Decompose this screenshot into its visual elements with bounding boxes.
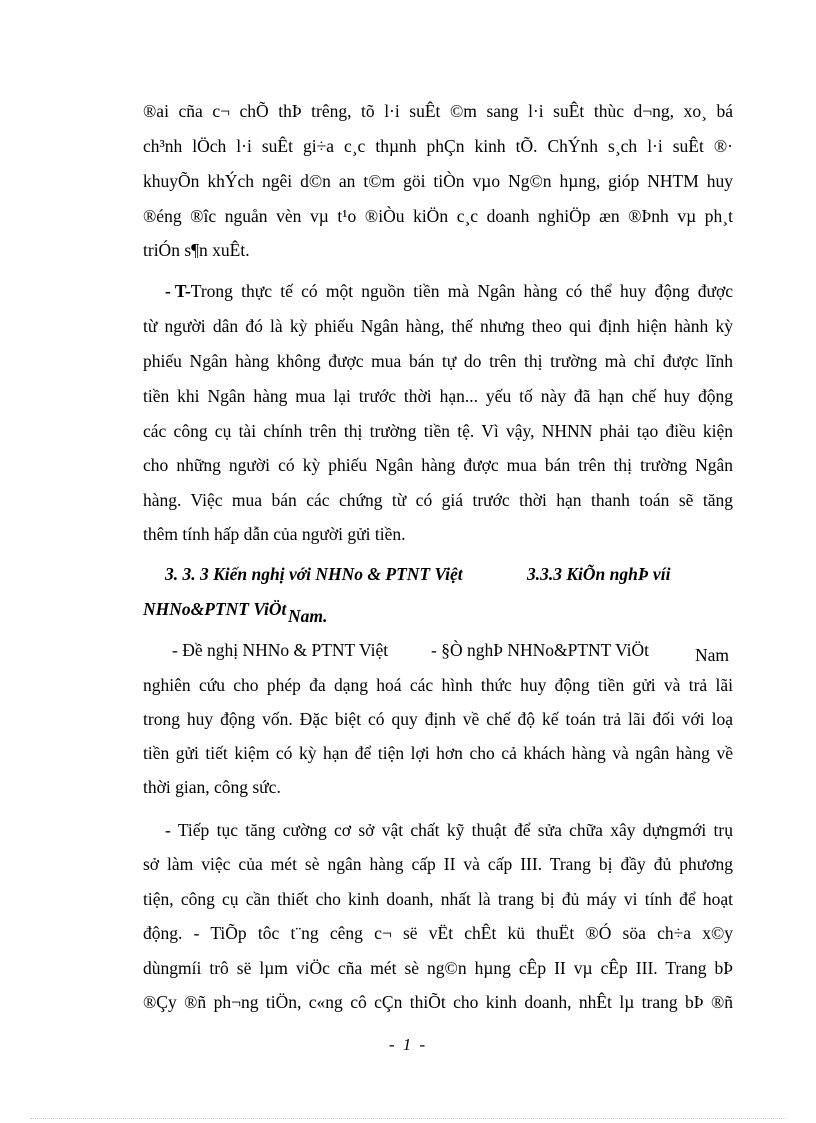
paragraph-2-line-2: từ người dân đó là kỳ phiếu Ngân hàng, thế nhưng theo qui định hiện hành kỳ — [143, 316, 733, 336]
paragraph-3-nam: Nam — [695, 645, 730, 665]
paragraph-2-line-5: các công cụ tài chính trên thị trường tiền tệ. Vì vậy, NHNN phải tạo điều kiện — [143, 421, 733, 441]
paragraph-4-line-2: sở làm việc của mét sè ngân hàng cấp II và cấp III. Trang bị đầy đủ phương — [143, 854, 733, 874]
paragraph-1-line-5: triÓn s¶n xuÊt. — [143, 240, 250, 260]
paragraph-2-line-1 — [165, 283, 733, 301]
paragraph-4-line-3: tiện, công cụ cần thiết cho kinh doanh, nhất là trang bị đủ máy vi tính để hoạt — [143, 889, 733, 909]
paragraph-1-line-1: ®ai cña c¬ chÕ thÞ trêng, tõ l·i suÊt ©m sang l·i suÊt thùc d¬ng, xo¸ bá — [143, 101, 733, 121]
paragraph-2-marker: - T- — [165, 281, 191, 301]
paragraph-1-line-2: ch³nh lÖch l·i suÊt gi÷a c¸c thµnh phÇn kinh tÕ. ChÝnh s¸ch l·i suÊt ®· — [143, 136, 733, 156]
page-bottom-edge — [30, 1118, 786, 1119]
paragraph-3-first-right: - §Ò nghÞ NHNo&PTNT ViÖt — [431, 640, 650, 660]
paragraph-4-line-4: động. - TiÕp tôc t¨ng cêng c¬ së vËt chÊt kü thuËt ®Ó söa ch÷a x©y — [143, 923, 733, 943]
section-heading-right: 3.3.3 KiÕn nghÞ víi — [527, 564, 671, 584]
paragraph-4-line-1: - Tiếp tục tăng cường cơ sở vật chất kỹ thuật để sửa chữa xây dựngmới trụ — [165, 820, 733, 840]
paragraph-2-line-8: thêm tính hấp dẫn của người gửi tiền. — [143, 524, 406, 544]
section-heading-left: 3. 3. 3 Kiến nghị với NHNo & PTNT Việt — [165, 564, 463, 584]
paragraph-3-line-3: tiền gửi tiết kiệm có kỳ hạn để tiện lợi hơn cho cả khách hàng và ngân hàng về — [143, 743, 733, 763]
paragraph-4-line-5: dùngmíi trô së lµm viÖc cña mét sè ng©n hµng cÊp II vµ cÊp III. Trang bÞ — [143, 958, 733, 978]
paragraph-2-line-1-text: Trong thực tế có một nguồn tiền mà Ngân hàng có thể huy động được — [190, 281, 733, 301]
section-heading-nam: Nam. — [288, 606, 328, 626]
paragraph-3-first-left: - Đề nghị NHNo & PTNT Việt — [172, 640, 389, 660]
paragraph-3-line-4: thời gian, công sức. — [143, 777, 281, 797]
paragraph-2-line-7: hàng. Việc mua bán các chứng từ có giá trước thời hạn thanh toán sẽ tăng — [143, 490, 733, 510]
paragraph-3-line-1: nghiên cứu cho phép đa dạng hoá các hình thức huy động tiền gửi và trả lãi — [143, 675, 733, 695]
paragraph-2-line-6: cho những người có kỳ phiếu Ngân hàng được mua bán trên thị trường Ngân — [143, 455, 733, 475]
paragraph-4-line-6: ®Çy ®ñ ph¬ng tiÖn, c«ng cô cÇn thiÕt cho kinh doanh, nhÊt lµ trang bÞ ®ñ — [143, 992, 733, 1012]
section-heading-second-line: NHNo&PTNT ViÖt — [143, 599, 287, 619]
paragraph-3-line-2: trong huy động vốn. Đặc biệt có quy định về chế độ kế toán trả lãi đối với loạ — [143, 709, 733, 729]
paragraph-2-line-3: phiếu Ngân hàng không được mua bán tự do trên thị trường mà chỉ được lĩnh — [143, 351, 733, 371]
page-number: - 1 - — [388, 1035, 428, 1054]
paragraph-1-line-4: ®éng ®îc nguån vèn vµ t¹o ®iÒu kiÖn c¸c doanh nghiÖp æn ®Þnh vµ ph¸t — [143, 206, 733, 226]
paragraph-1-line-3: khuyÕn khÝch ngêi d©n an t©m göi tiÒn vµo Ng©n hµng, gióp NHTM huy — [143, 171, 733, 191]
paragraph-2-line-4: tiền khi Ngân hàng mua lại trước thời hạn... yếu tố này đã hạn chế huy động — [143, 386, 733, 406]
